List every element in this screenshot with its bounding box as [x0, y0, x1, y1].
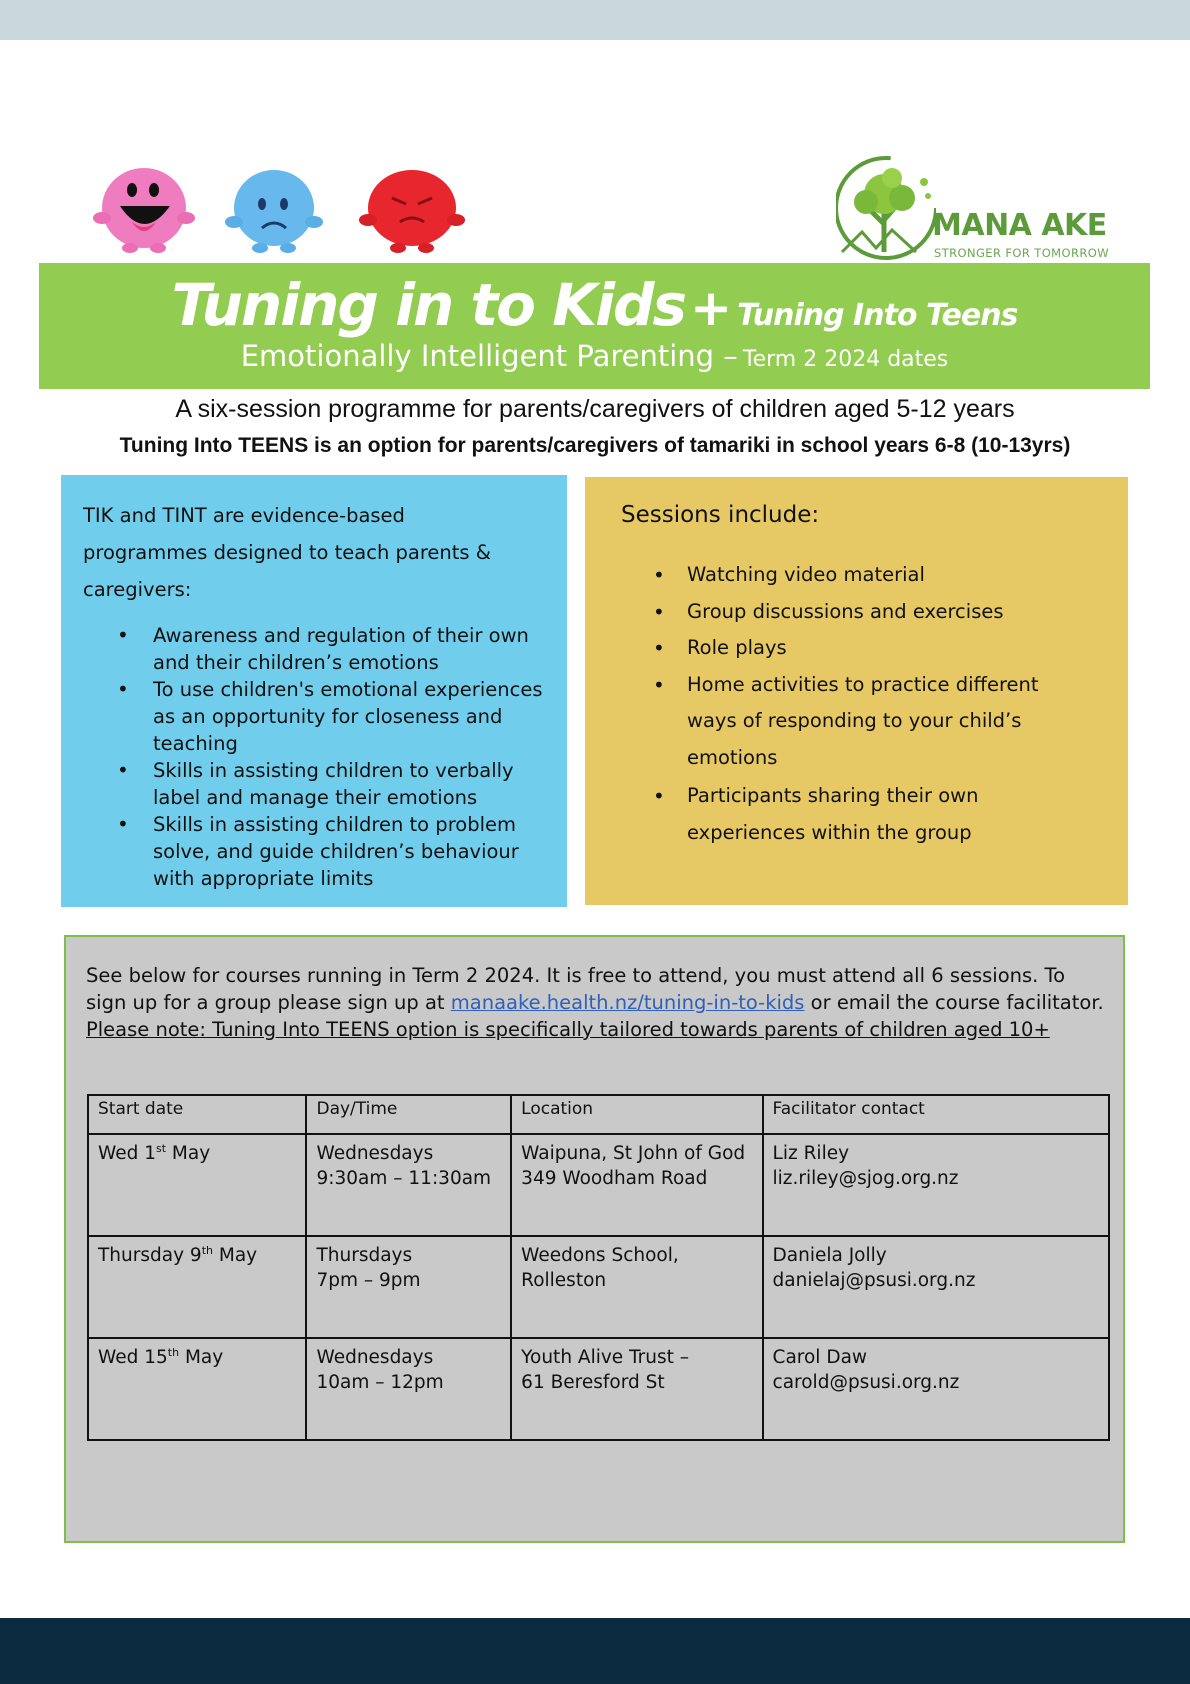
facilitator-email[interactable]: danielaj@psusi.org.nz: [772, 1270, 976, 1291]
facilitator-name: Carol Daw: [772, 1347, 868, 1368]
aims-intro: TIK and TINT are evidence-based programmes designed to teach parents & caregivers:: [83, 504, 491, 601]
tree-logo-icon: [836, 152, 936, 262]
start-date: Wed 1st May: [98, 1141, 211, 1164]
facilitator-cell: [763, 1134, 1109, 1236]
header-facilitator: Facilitator contact: [763, 1095, 1109, 1134]
facilitator-name: Daniela Jolly: [772, 1245, 887, 1266]
time: 10am – 12pm: [316, 1372, 444, 1393]
location-line: Youth Alive Trust –: [521, 1347, 689, 1368]
intro-text-1: See below for courses running in Term 2 2024. It is free to attend, you must attend all 6 sessions. To sign up for a group please sign up at: [86, 964, 1066, 1014]
list-item: • Participants sharing their own experiences within the group: [621, 778, 1081, 851]
header-start-date: Start date: [88, 1095, 306, 1134]
courses-box: [64, 935, 1125, 1543]
title-plus: +: [690, 279, 733, 337]
logo-tagline: STRONGER FOR TOMORROW: [934, 246, 1109, 260]
red-angry-character-icon: [356, 164, 468, 256]
banner-title: [39, 271, 1150, 339]
start-date-cell: [88, 1134, 306, 1236]
table-row: [88, 1338, 1109, 1440]
location-cell: [511, 1134, 762, 1236]
mana-ake-logo: [836, 152, 1136, 262]
header-day-time: Day/Time: [306, 1095, 511, 1134]
list-item: • Awareness and regulation of their own and their children’s emotions: [83, 622, 547, 676]
location-line: Rolleston: [521, 1270, 607, 1291]
start-date-cell: [88, 1338, 306, 1440]
time: 7pm – 9pm: [316, 1270, 421, 1291]
location-line: 61 Beresford St: [521, 1372, 665, 1393]
teens-note: Please note: Tuning Into TEENS option is specifically tailored towards parents of children aged 10+: [86, 1018, 1050, 1041]
courses-intro: [86, 962, 1106, 1043]
facilitator-email[interactable]: carold@psusi.org.nz: [772, 1372, 960, 1393]
list-item: • Group discussions and exercises: [621, 594, 1081, 631]
list-item: • Skills in assisting children to verbally label and manage their emotions: [83, 757, 547, 811]
day: Wednesdays: [316, 1347, 434, 1368]
programme-aims-panel: [61, 475, 567, 907]
title-main: Tuning in to Kids: [171, 271, 686, 339]
course-schedule-table: [87, 1094, 1110, 1441]
list-item: • Skills in assisting children to problem solve, and guide children’s behaviour with appropriate limits: [83, 811, 547, 892]
header-location: Location: [511, 1095, 762, 1134]
list-item: • Role plays: [621, 630, 1081, 667]
day: Wednesdays: [316, 1143, 434, 1164]
day: Thursdays: [316, 1245, 413, 1266]
intro-text-2: or email the course facilitator.: [804, 991, 1104, 1014]
aims-list: [83, 622, 547, 892]
start-date: Thursday 9th May: [98, 1243, 258, 1266]
signup-link[interactable]: manaake.health.nz/tuning-in-to-kids: [450, 991, 805, 1014]
facilitator-cell: [763, 1338, 1109, 1440]
logo-name: MANA AKE: [932, 208, 1107, 243]
day-time-cell: [306, 1236, 511, 1338]
table-row: [88, 1236, 1109, 1338]
footer-band: [0, 1618, 1190, 1684]
sessions-panel: [585, 477, 1128, 905]
location-line: Weedons School,: [521, 1245, 679, 1266]
facilitator-name: Liz Riley: [772, 1143, 850, 1164]
day-time-cell: [306, 1338, 511, 1440]
banner-subtitle: [39, 339, 1150, 373]
pink-happy-character-icon: [90, 160, 198, 256]
list-item: • Watching video material: [621, 557, 1081, 594]
blue-sad-character-icon: [222, 162, 326, 256]
location-cell: [511, 1236, 762, 1338]
list-item: • To use children's emotional experiences as an opportunity for closeness and teaching: [83, 676, 547, 757]
table-row: [88, 1134, 1109, 1236]
list-item: • Home activities to practice different ways of responding to your child’s emotions: [621, 667, 1081, 777]
facilitator-cell: [763, 1236, 1109, 1338]
start-date-cell: [88, 1236, 306, 1338]
location-line: Waipuna, St John of God: [521, 1143, 746, 1164]
table-header-row: [88, 1095, 1109, 1134]
time: 9:30am – 11:30am: [316, 1168, 492, 1189]
title-sub: Tuning Into Teens: [737, 298, 1018, 333]
facilitator-email[interactable]: liz.riley@sjog.org.nz: [772, 1168, 959, 1189]
sessions-heading: Sessions include:: [621, 502, 820, 528]
teens-option-line: Tuning Into TEENS is an option for parents/caregivers of tamariki in school years 6-8 (10-13yrs): [119, 434, 1071, 457]
top-color-band: [0, 0, 1190, 40]
subtitle-main: Emotionally Intelligent Parenting –: [240, 339, 738, 373]
start-date: Wed 15th May: [98, 1345, 224, 1368]
location-line: 349 Woodham Road: [521, 1168, 708, 1189]
title-banner: [39, 263, 1150, 389]
programme-tagline: A six-session programme for parents/caregivers of children aged 5-12 years: [175, 395, 1015, 423]
subtitle-term: Term 2 2024 dates: [742, 347, 949, 372]
location-cell: [511, 1338, 762, 1440]
sessions-list: [621, 557, 1108, 851]
day-time-cell: [306, 1134, 511, 1236]
